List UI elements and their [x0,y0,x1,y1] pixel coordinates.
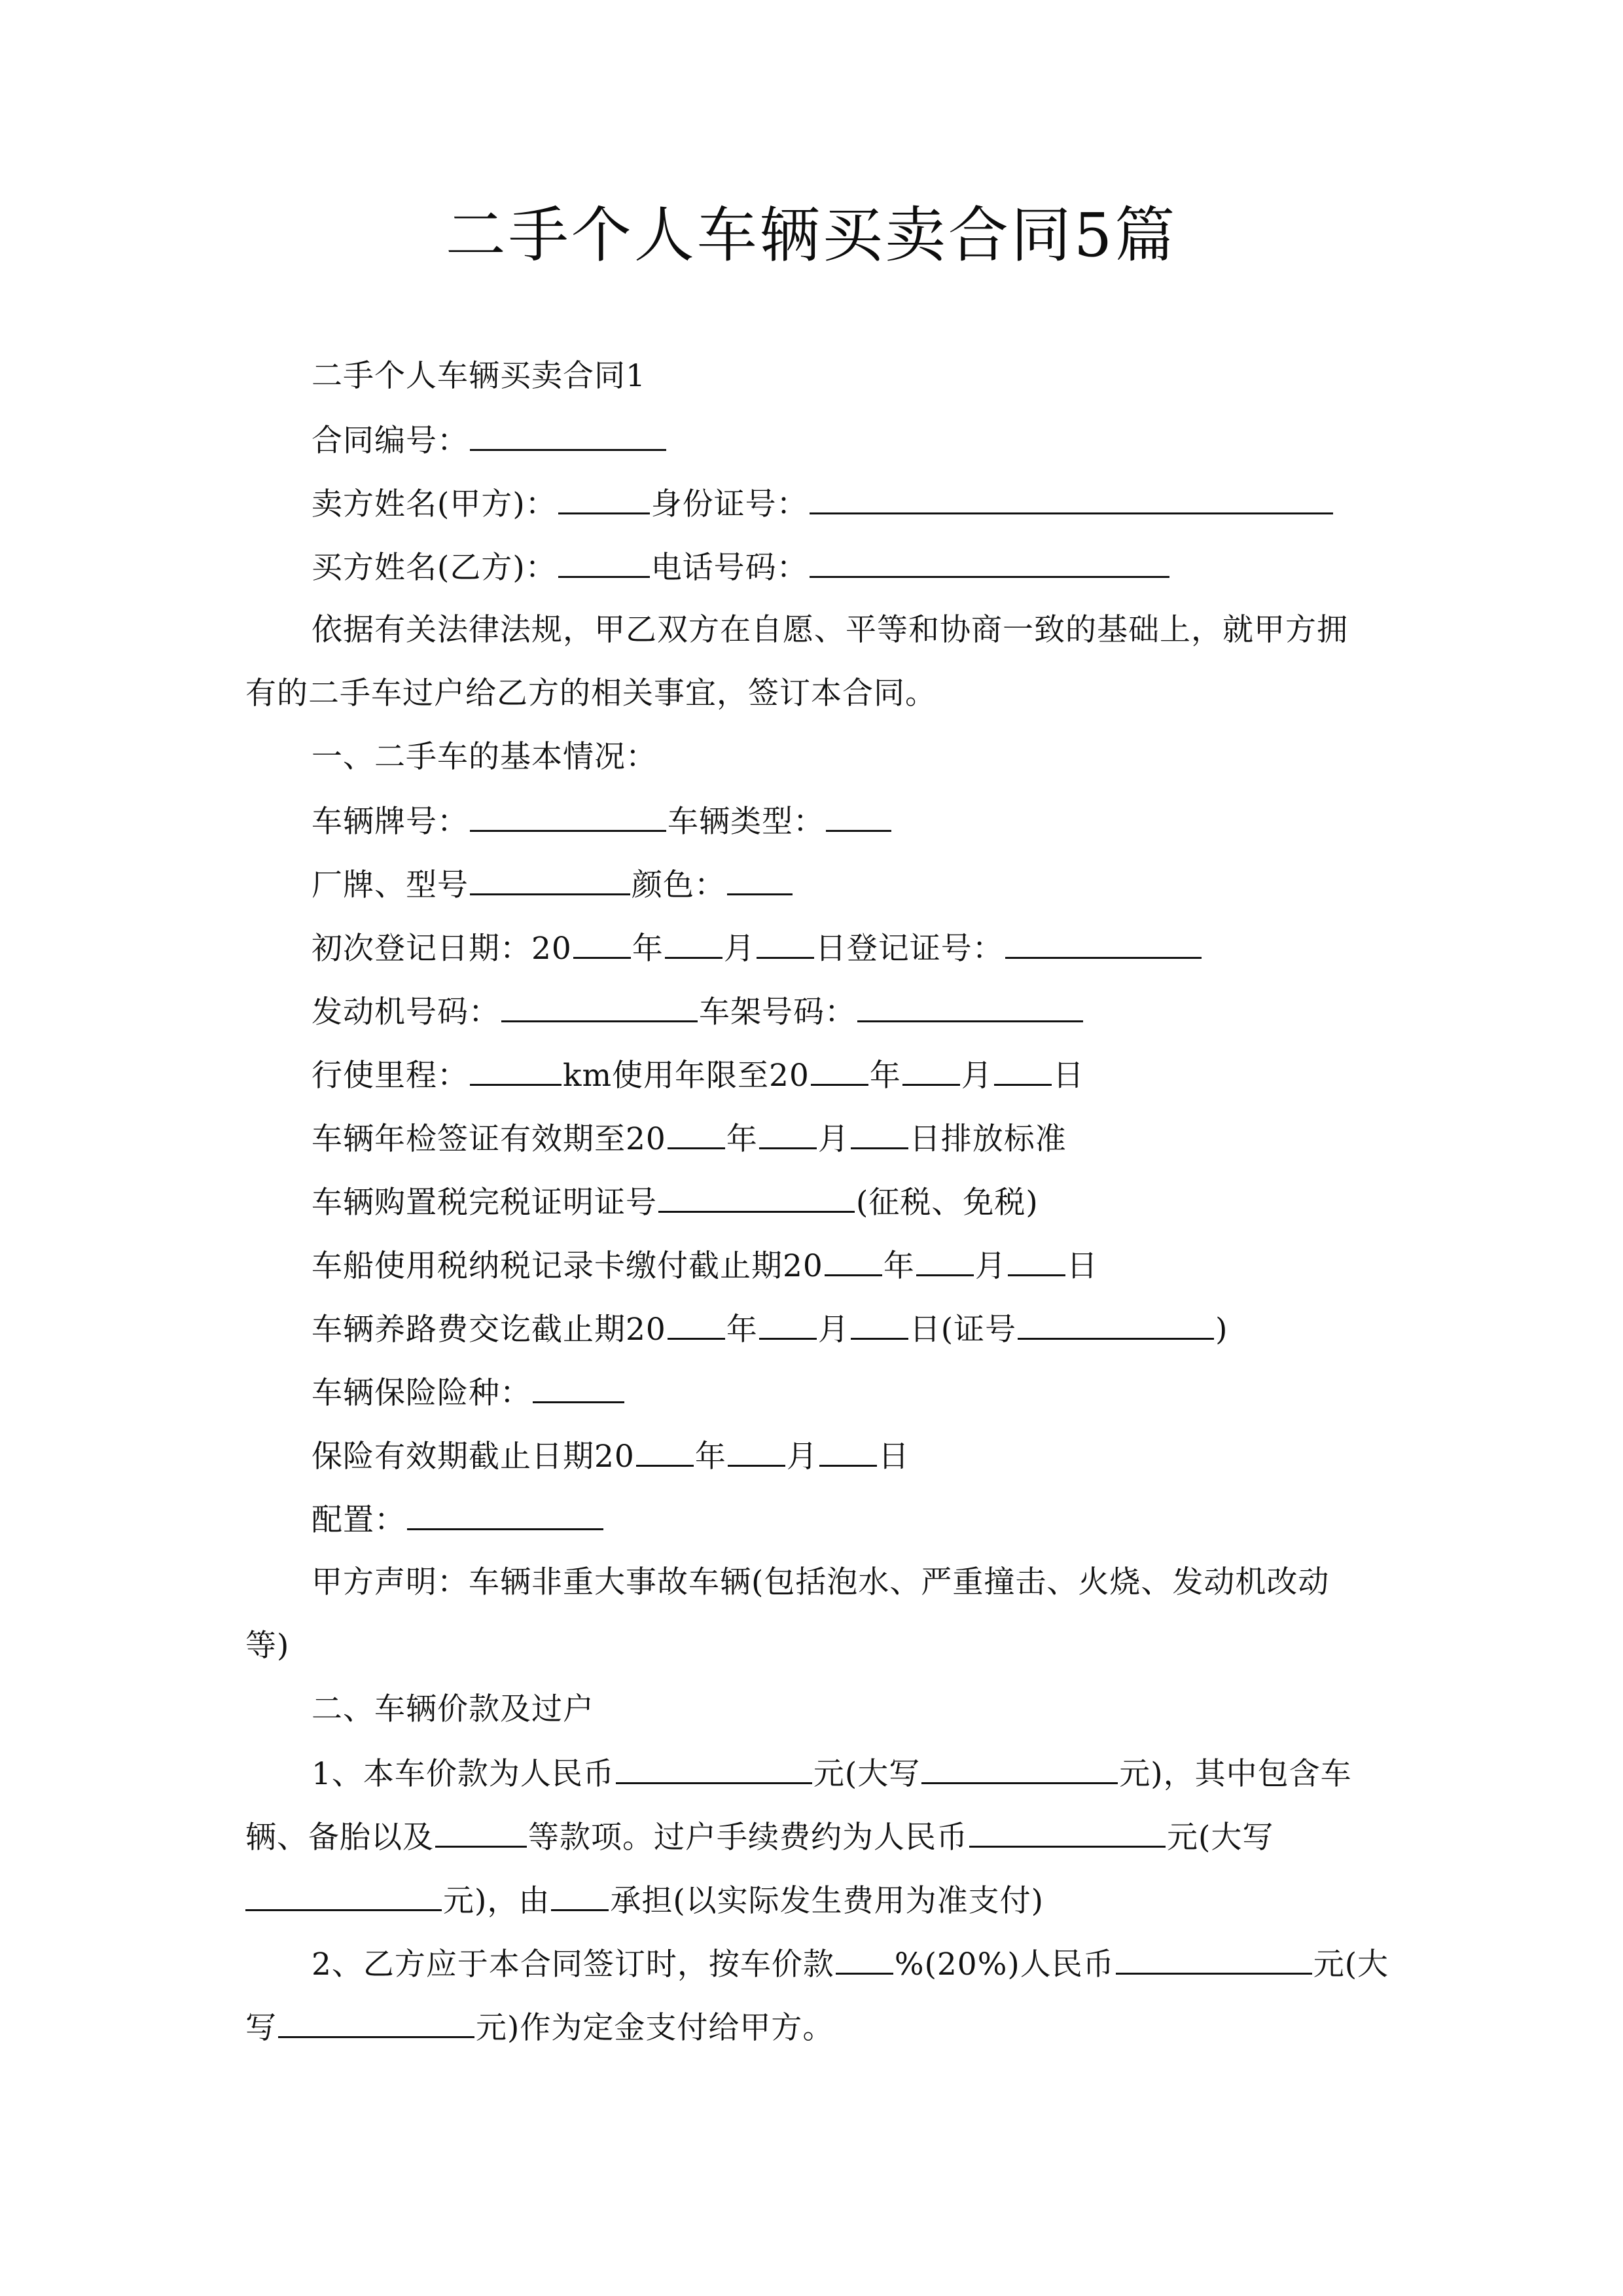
config-label: 配置： [312,1502,406,1538]
color-blank[interactable] [727,865,793,895]
year-label: 年 [883,1248,915,1284]
clause2-capital-label-cont: 写 [245,2010,277,2046]
month-blank[interactable] [665,928,722,959]
buyer-row [312,547,1171,588]
month-blank[interactable] [916,1246,974,1276]
month-blank[interactable] [759,1119,817,1149]
config-blank[interactable] [407,1499,603,1530]
brand-model-label: 厂牌、型号 [312,867,469,903]
vessel-tax-label: 车船使用税纳税记录卡缴付截止期20 [312,1248,823,1284]
seller-id-blank[interactable] [810,484,1333,514]
seller-name-label: 卖方姓名(甲方)： [312,486,557,522]
contract-no-blank[interactable] [470,420,666,451]
deposit-percent-blank[interactable] [836,1944,893,1975]
close-paren: ) [1215,1312,1228,1348]
year-blank[interactable] [825,1246,882,1276]
clause2-capital-label: 元(大 [1313,1946,1389,1982]
color-label: 颜色： [632,867,726,903]
clause1-capital-label: 元(大写 [813,1756,921,1792]
plate-row [312,801,893,842]
borne-by-blank[interactable] [551,1880,609,1911]
mileage-blank[interactable] [470,1055,562,1086]
first-reg-label: 初次登记日期：20 [312,931,572,967]
buyer-phone-label: 电话号码： [651,550,808,586]
month-label: 月 [961,1058,993,1094]
plate-label: 车辆牌号： [312,804,469,840]
year-label: 年 [694,1439,726,1475]
day-blank[interactable] [994,1055,1052,1086]
clause1-includes-label: 元)，其中包含车 [1119,1756,1352,1792]
day-label: 日 [1066,1248,1098,1284]
clause2-percent-label: %(20%)人民币 [894,1946,1115,1982]
contract-subtitle: 二手个人车辆买卖合同1 [312,358,646,394]
clause1-fee-capital-label: 元(大写 [1167,1820,1274,1856]
document-title: 二手个人车辆买卖合同5篇 [445,200,1178,270]
day-label: 日 [878,1439,910,1475]
year-blank[interactable] [573,928,631,959]
plate-blank[interactable] [470,801,666,832]
first-registration-row [312,928,1203,969]
day-blank[interactable] [757,928,814,959]
day-label: 日 [1052,1058,1084,1094]
config-row [312,1499,605,1540]
brand-model-blank[interactable] [470,865,630,895]
clause1-borne-note: 承担(以实际发生费用为准支付) [610,1883,1044,1919]
inspection-row [312,1119,1067,1159]
cert-no-blank[interactable] [1018,1309,1214,1340]
clause1-line-2 [245,1817,1274,1857]
year-blank[interactable] [668,1119,725,1149]
intro-line-2: 有的二手车过户给乙方的相关事宜，签订本合同。 [245,675,936,711]
deposit-capital-blank[interactable] [278,2007,474,2038]
clause2-line-1 [312,1944,1389,1984]
mileage-label: 行使里程： [312,1058,469,1094]
engine-row [312,992,1084,1032]
transfer-fee-blank[interactable] [969,1817,1166,1848]
year-label: 年 [726,1312,758,1348]
clause1-line-3 [245,1880,1044,1921]
clause1-spare-tire-label: 辆、备胎以及 [245,1820,434,1856]
clause2-deposit-label: 2、乙方应于本合同签订时，按车价款 [312,1946,834,1982]
month-label: 月 [786,1439,818,1475]
inspection-label: 车辆年检签证有效期至20 [312,1121,666,1157]
year-label: 年 [726,1121,758,1157]
clause2-deposit-note: 元)作为定金支付给甲方。 [476,2010,834,2046]
vehicle-type-label: 车辆类型： [668,804,825,840]
intro-line-1: 依据有关法律法规，甲乙双方在自愿、平等和协商一致的基础上，就甲方拥 [312,612,1348,648]
price-blank[interactable] [616,1753,812,1784]
clause1-price-label: 1、本车价款为人民币 [312,1756,615,1792]
year-label: 年 [632,931,664,967]
year-blank[interactable] [668,1309,725,1340]
year-blank[interactable] [636,1436,694,1467]
frame-no-label: 车架号码： [699,994,856,1030]
vehicle-type-blank[interactable] [826,801,891,832]
insurance-type-row [312,1372,626,1413]
purchase-tax-label: 车辆购置税完税证明证号 [312,1185,657,1221]
month-blank[interactable] [759,1309,817,1340]
month-label: 月 [817,1121,849,1157]
day-blank[interactable] [851,1309,908,1340]
road-fee-label: 车辆养路费交讫截止期20 [312,1312,666,1348]
section1-heading: 一、二手车的基本情况： [312,739,657,775]
purchase-tax-blank[interactable] [658,1182,855,1213]
seller-statement-line-2: 等) [245,1628,290,1664]
reg-cert-label: 日登记证号： [815,931,1004,967]
engine-no-blank[interactable] [501,992,698,1022]
insurance-expiry-row [312,1436,910,1477]
month-label: 月 [817,1312,849,1348]
clause2-line-2 [245,2007,834,2048]
transfer-fee-capital-blank[interactable] [245,1880,442,1911]
seller-statement-line-1: 甲方声明：车辆非重大事故车辆(包括泡水、严重撞击、火烧、发动机改动 [312,1564,1330,1600]
insurance-type-blank[interactable] [533,1372,624,1403]
deposit-amount-blank[interactable] [1116,1944,1312,1975]
insurance-expiry-label: 保险有效期截止日期20 [312,1439,635,1475]
road-fee-row [312,1309,1228,1350]
seller-id-label: 身份证号： [651,486,808,522]
clause1-line-1 [312,1753,1352,1794]
section2-heading: 二、车辆价款及过户 [312,1691,594,1727]
purchase-tax-row [312,1182,1039,1223]
month-blank[interactable] [728,1436,785,1467]
day-blank[interactable] [1008,1246,1065,1276]
month-label: 月 [974,1248,1007,1284]
mileage-row [312,1055,1084,1096]
insurance-type-label: 车辆保险险种： [312,1375,531,1411]
items-blank[interactable] [435,1817,527,1848]
year-blank[interactable] [811,1055,868,1086]
reg-cert-blank[interactable] [1005,928,1202,959]
price-capital-blank[interactable] [921,1753,1118,1784]
clause1-borne-by-label: 元)，由 [443,1883,550,1919]
frame-no-blank[interactable] [857,992,1083,1022]
brand-row [312,865,794,905]
contract-no-label: 合同编号： [312,423,469,459]
purchase-tax-note: (征税、免税) [856,1185,1039,1221]
engine-no-label: 发动机号码： [312,994,500,1030]
contract-no-row [312,420,668,461]
buyer-phone-blank[interactable] [810,547,1169,578]
emission-label: 日排放标准 [909,1121,1067,1157]
usage-limit-label: km使用年限至20 [563,1058,810,1094]
seller-row [312,484,1334,524]
seller-name-blank[interactable] [558,484,650,514]
day-blank[interactable] [819,1436,877,1467]
month-label: 月 [723,931,755,967]
buyer-name-blank[interactable] [558,547,650,578]
month-blank[interactable] [902,1055,960,1086]
vessel-tax-row [312,1246,1098,1286]
clause1-transfer-fee-label: 等款项。过户手续费约为人民币 [528,1820,968,1856]
year-label: 年 [869,1058,901,1094]
cert-no-label: 日(证号 [909,1312,1017,1348]
buyer-name-label: 买方姓名(乙方)： [312,550,557,586]
day-blank[interactable] [851,1119,908,1149]
